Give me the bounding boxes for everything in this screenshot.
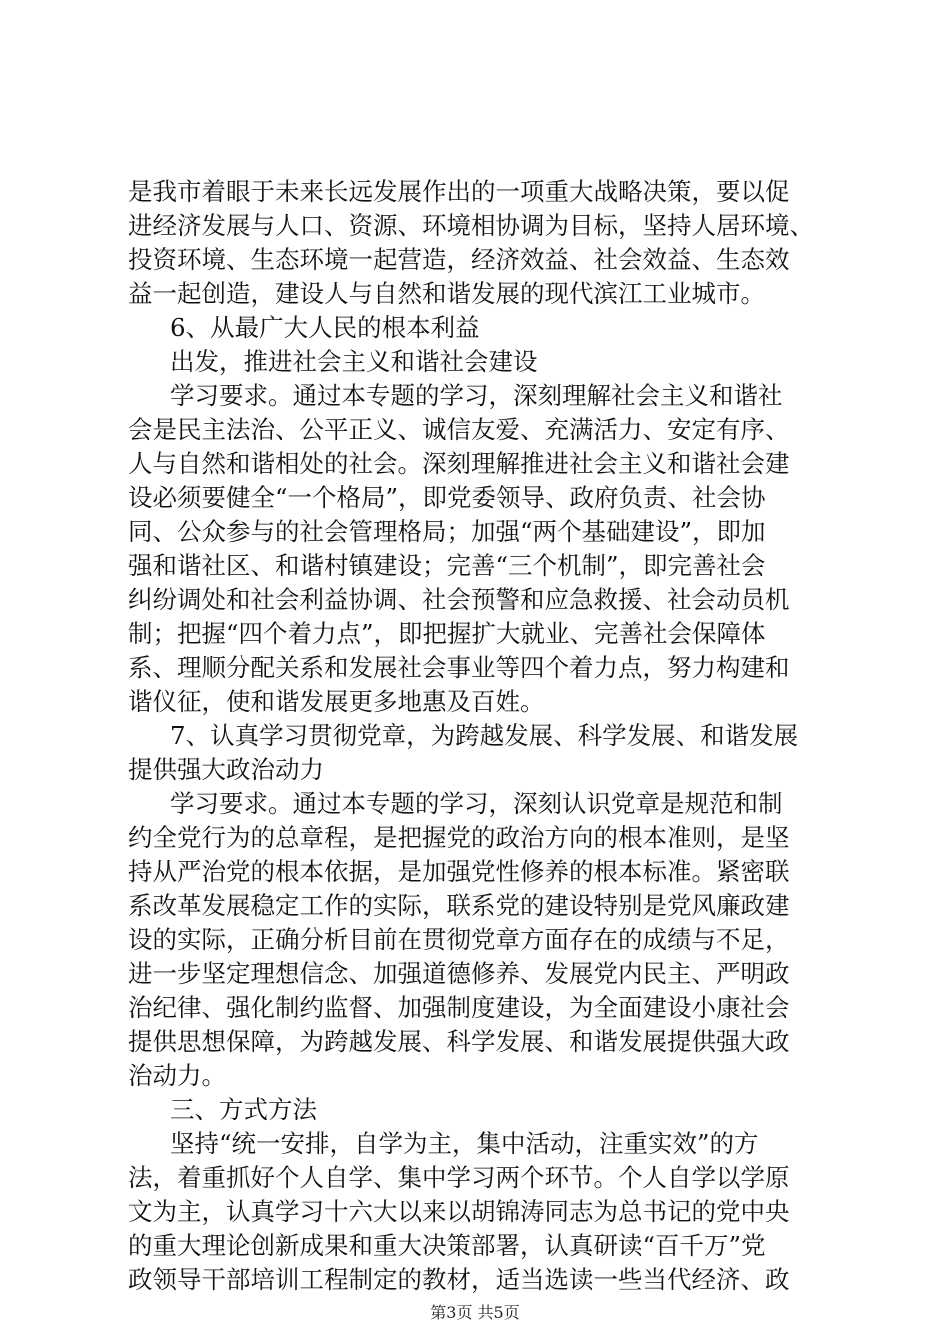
section-heading: 提供强大政治动力 xyxy=(128,755,324,784)
text-line: 投资环境、生态环境一起营造，经济效益、社会效益、生态效 xyxy=(128,245,790,274)
text-line: 持从严治党的根本依据，是加强党性修养的根本标准。紧密联 xyxy=(128,857,790,886)
text-line: 治纪律、强化制约监督、加强制度建设，为全面建设小康社会 xyxy=(128,993,790,1022)
text-line: 纠纷调处和社会利益协调、社会预警和应急救援、社会动员机 xyxy=(128,585,790,614)
text-line: 法，着重抓好个人自学、集中学习两个环节。个人自学以学原 xyxy=(128,1163,790,1192)
text-line: 设的实际，正确分析目前在贯彻党章方面存在的成绩与不足， xyxy=(128,925,790,954)
text-line: 制；把握“四个着力点”，即把握扩大就业、完善社会保障体 xyxy=(128,619,766,648)
text-line: 设必须要健全“一个格局”，即党委领导、政府负责、社会协 xyxy=(128,483,766,512)
text-line: 谐仪征，使和谐发展更多地惠及百姓。 xyxy=(128,687,545,716)
section-heading: 7、认真学习贯彻党章，为跨越发展、科学发展、和谐发展 xyxy=(170,721,799,750)
text-line: 是我市着眼于未来长远发展作出的一项重大战略决策，要以促 xyxy=(128,177,790,206)
text-line: 学习要求。通过本专题的学习，深刻认识党章是规范和制 xyxy=(170,789,783,818)
text-line: 强和谐社区、和谐村镇建设；完善“三个机制”，即完善社会 xyxy=(128,551,766,580)
text-line: 会是民主法治、公平正义、诚信友爱、充满活力、安定有序、 xyxy=(128,415,790,444)
text-line: 治动力。 xyxy=(128,1061,226,1090)
text-line: 进一步坚定理想信念、加强道德修养、发展党内民主、严明政 xyxy=(128,959,790,988)
text-line: 人与自然和谐相处的社会。深刻理解推进社会主义和谐社会建 xyxy=(128,449,790,478)
text-line: 系、理顺分配关系和发展社会事业等四个着力点，努力构建和 xyxy=(128,653,790,682)
text-line: 同、公众参与的社会管理格局；加强“两个基础建设”，即加 xyxy=(128,517,766,546)
text-line: 约全党行为的总章程，是把握党的政治方向的根本准则，是坚 xyxy=(128,823,790,852)
text-line: 进经济发展与人口、资源、环境相协调为目标，坚持人居环境、 xyxy=(128,211,814,240)
section-heading: 6、从最广大人民的根本利益 xyxy=(170,313,480,342)
text-line: 的重大理论创新成果和重大决策部署，认真研读“百千万”党 xyxy=(128,1231,766,1260)
text-line: 学习要求。通过本专题的学习，深刻理解社会主义和谐社 xyxy=(170,381,783,410)
text-line: 坚持“统一安排，自学为主，集中活动，注重实效”的方 xyxy=(170,1129,759,1158)
page-number-footer: 第3页 共5页 xyxy=(430,1303,520,1322)
section-heading: 出发，推进社会主义和谐社会建设 xyxy=(170,347,538,376)
text-line: 文为主，认真学习十六大以来以胡锦涛同志为总书记的党中央 xyxy=(128,1197,790,1226)
text-line: 系改革发展稳定工作的实际，联系党的建设特别是党风廉政建 xyxy=(128,891,790,920)
section-heading: 三、方式方法 xyxy=(170,1095,317,1124)
text-line: 益一起创造，建设人与自然和谐发展的现代滨江工业城市。 xyxy=(128,279,765,308)
text-line: 政领导干部培训工程制定的教材，适当选读一些当代经济、政 xyxy=(128,1265,790,1294)
text-line: 提供思想保障，为跨越发展、科学发展、和谐发展提供强大政 xyxy=(128,1027,790,1056)
